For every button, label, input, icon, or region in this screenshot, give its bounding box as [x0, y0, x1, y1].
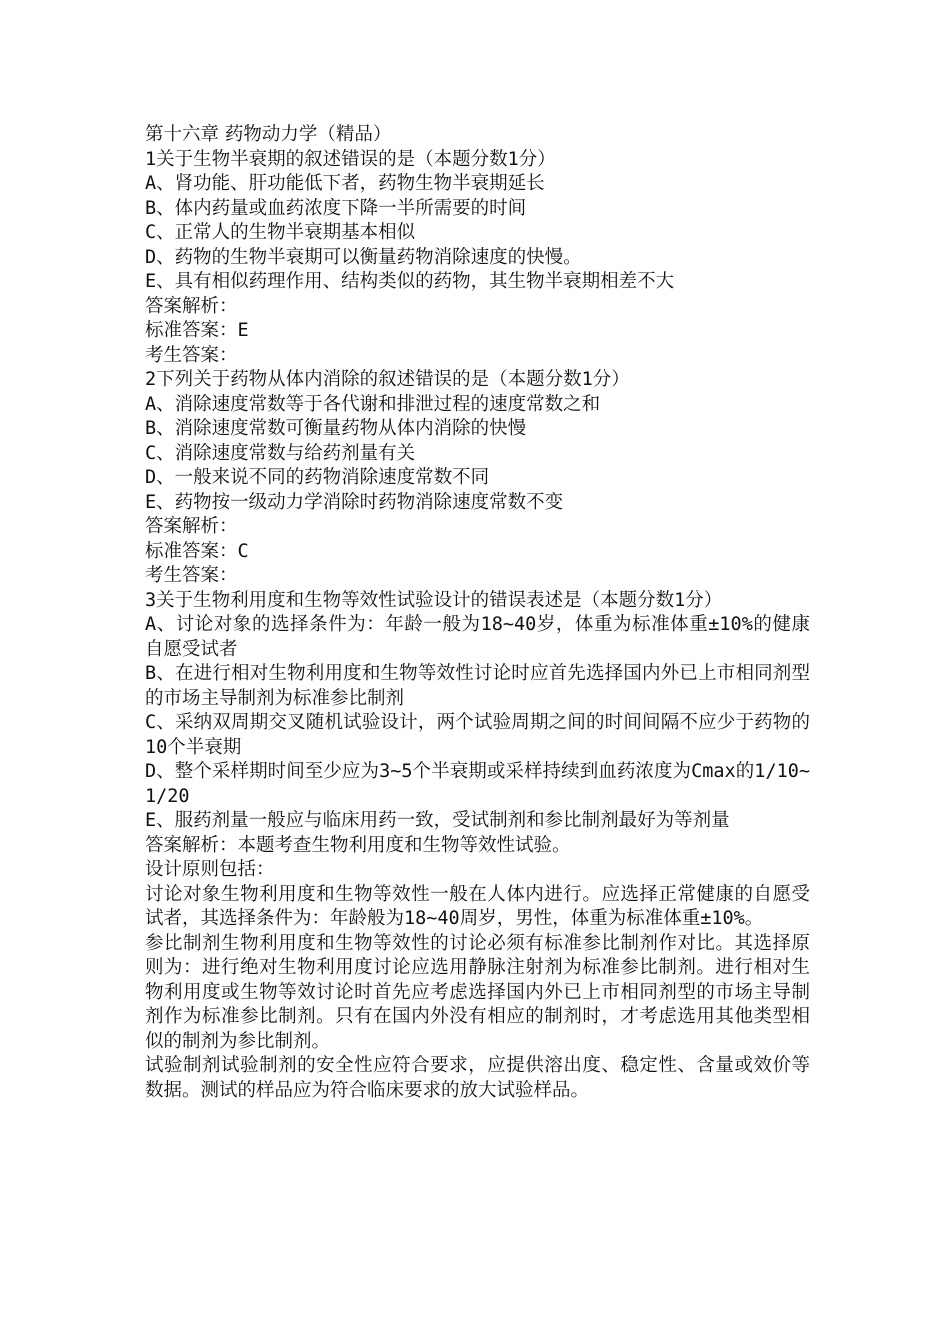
- question-1: [145, 148, 810, 369]
- question-stem: 3关于生物利用度和生物等效性试验设计的错误表述是（本题分数1分）: [145, 589, 723, 611]
- option-b: B、在进行相对生物利用度和生物等效性讨论时应首先选择国内外已上市相同剂型的市场主导制剂为标准参比制剂: [145, 663, 810, 709]
- question-stem: 2下列关于药物从体内消除的叙述错误的是（本题分数1分）: [145, 369, 630, 390]
- question-2: [145, 368, 810, 589]
- option-a: A、讨论对象的选择条件为：年龄一般为18~40岁，体重为标准体重±10%的健康自愿受试者: [145, 614, 810, 660]
- question-3: [145, 589, 810, 1104]
- option-e: E、药物按一级动力学消除时药物消除速度常数不变: [145, 491, 564, 513]
- option-a: A、肾功能、肝功能低下者，药物生物半衰期延长: [145, 173, 545, 194]
- option-d: D、一般来说不同的药物消除速度常数不同: [145, 467, 490, 488]
- option-b: B、体内药量或血药浓度下降一半所需要的时间: [145, 197, 527, 219]
- design-principles-heading: 设计原则包括：: [145, 859, 275, 880]
- principle-paragraph-subjects: 讨论对象生物利用度和生物等效性一般在人体内进行。应选择正常健康的自愿受试者，其选择条件为：年龄般为18~40周岁，男性，体重为标准体重±10%。: [145, 883, 810, 929]
- option-c: C、正常人的生物半衰期基本相似: [145, 222, 416, 243]
- option-a: A、消除速度常数等于各代谢和排泄过程的速度常数之和: [145, 393, 601, 415]
- question-stem: 1关于生物半衰期的叙述错误的是（本题分数1分）: [145, 148, 556, 170]
- principle-paragraph-test-preparation: 试验制剂试验制剂的安全性应符合要求，应提供溶出度、稳定性、含量或效价等数据。测试的样品应为符合临床要求的放大试验样品。: [145, 1055, 810, 1101]
- option-b: B、消除速度常数可衡量药物从体内消除的快慢: [145, 418, 527, 439]
- answer-analysis: 答案解析：本题考查生物利用度和生物等效性试验。: [145, 834, 571, 856]
- standard-answer: 标准答案：C: [145, 540, 249, 562]
- option-c: C、消除速度常数与给药剂量有关: [145, 442, 416, 464]
- standard-answer: 标准答案：E: [145, 320, 249, 341]
- examinee-answer: 考生答案：: [145, 344, 238, 366]
- principle-paragraph-reference: 参比制剂生物利用度和生物等效性的讨论必须有标准参比制剂作对比。其选择原则为：进行绝对生物利用度讨论应选用静脉注射剂为标准参比制剂。进行相对生物利用度或生物等效讨论时首先应考虑选择国内外已上市相同剂型的市场主导制剂作为标准参比制剂。只有在国内外没有相应的制剂时，才考虑选用其他类型相似的制剂为参比制剂。: [145, 932, 810, 1052]
- document-page: [145, 123, 810, 1103]
- option-d: D、整个采样期时间至少应为3~5个半衰期或采样持续到血药浓度为Cmax的1/10~1/20: [145, 761, 810, 807]
- option-d: D、药物的生物半衰期可以衡量药物消除速度的快慢。: [145, 246, 582, 268]
- answer-analysis: 答案解析：: [145, 295, 238, 317]
- option-e: E、服药剂量一般应与临床用药一致，受试制剂和参比制剂最好为等剂量: [145, 810, 730, 831]
- chapter-title: 第十六章 药物动力学（精品）: [145, 124, 392, 145]
- answer-analysis: 答案解析：: [145, 516, 238, 537]
- examinee-answer: 考生答案：: [145, 565, 238, 586]
- option-c: C、采纳双周期交叉随机试验设计，两个试验周期之间的时间间隔不应少于药物的10个半衰期: [145, 712, 810, 758]
- option-e: E、具有相似药理作用、结构类似的药物，其生物半衰期相差不大: [145, 271, 675, 292]
